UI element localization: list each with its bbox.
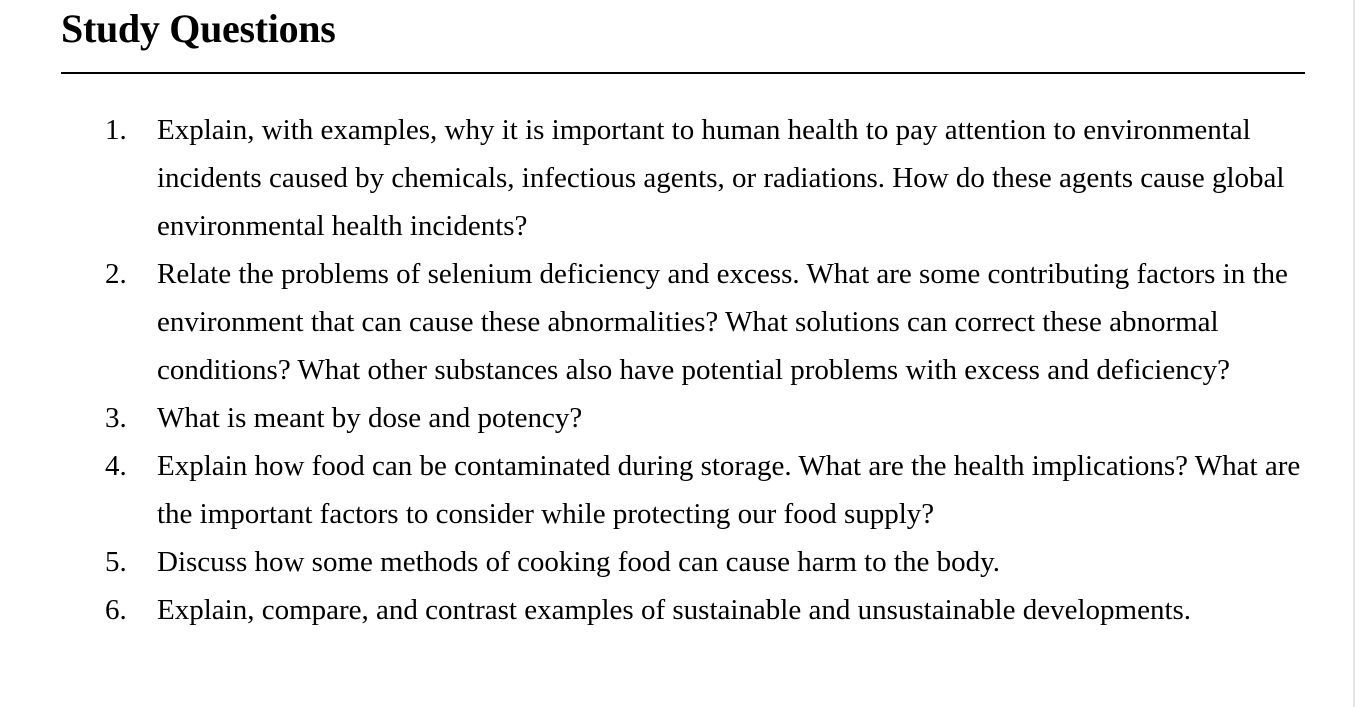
- question-text: Explain, compare, and contrast examples of sustainable and unsustainable developments.: [157, 594, 1192, 626]
- question-number: 6.: [105, 594, 127, 626]
- question-number: 1.: [105, 114, 127, 146]
- question-list: [61, 106, 1305, 634]
- list-item: [61, 394, 1305, 442]
- list-item: [61, 538, 1305, 586]
- question-text: Discuss how some methods of cooking food can cause harm to the body.: [157, 546, 1000, 578]
- question-number: 5.: [105, 546, 127, 578]
- list-item: [61, 106, 1305, 250]
- list-item: [61, 586, 1305, 634]
- question-text: What is meant by dose and potency?: [157, 402, 583, 434]
- study-questions-section: [61, 0, 1305, 634]
- question-number: 3.: [105, 402, 127, 434]
- list-item: [61, 442, 1305, 538]
- question-text: Explain how food can be contaminated during storage. What are the health implications? What are the important factors to consider while protecting our food supply?: [157, 450, 1301, 530]
- question-text: Explain, with examples, why it is important to human health to pay attention to environmental incidents caused by chemicals, infectious agents, or radiations. How do these agents cause global environmental health incidents?: [157, 114, 1285, 242]
- question-number: 2.: [105, 258, 127, 290]
- question-number: 4.: [105, 450, 127, 482]
- title-divider: [61, 72, 1305, 74]
- page-title: Study Questions: [61, 6, 336, 51]
- list-item: [61, 250, 1305, 394]
- question-text: Relate the problems of selenium deficiency and excess. What are some contributing factors in the environment that can cause these abnormalities? What solutions can correct these abnormal conditions? What other substances also have potential problems with excess and deficiency?: [157, 258, 1288, 386]
